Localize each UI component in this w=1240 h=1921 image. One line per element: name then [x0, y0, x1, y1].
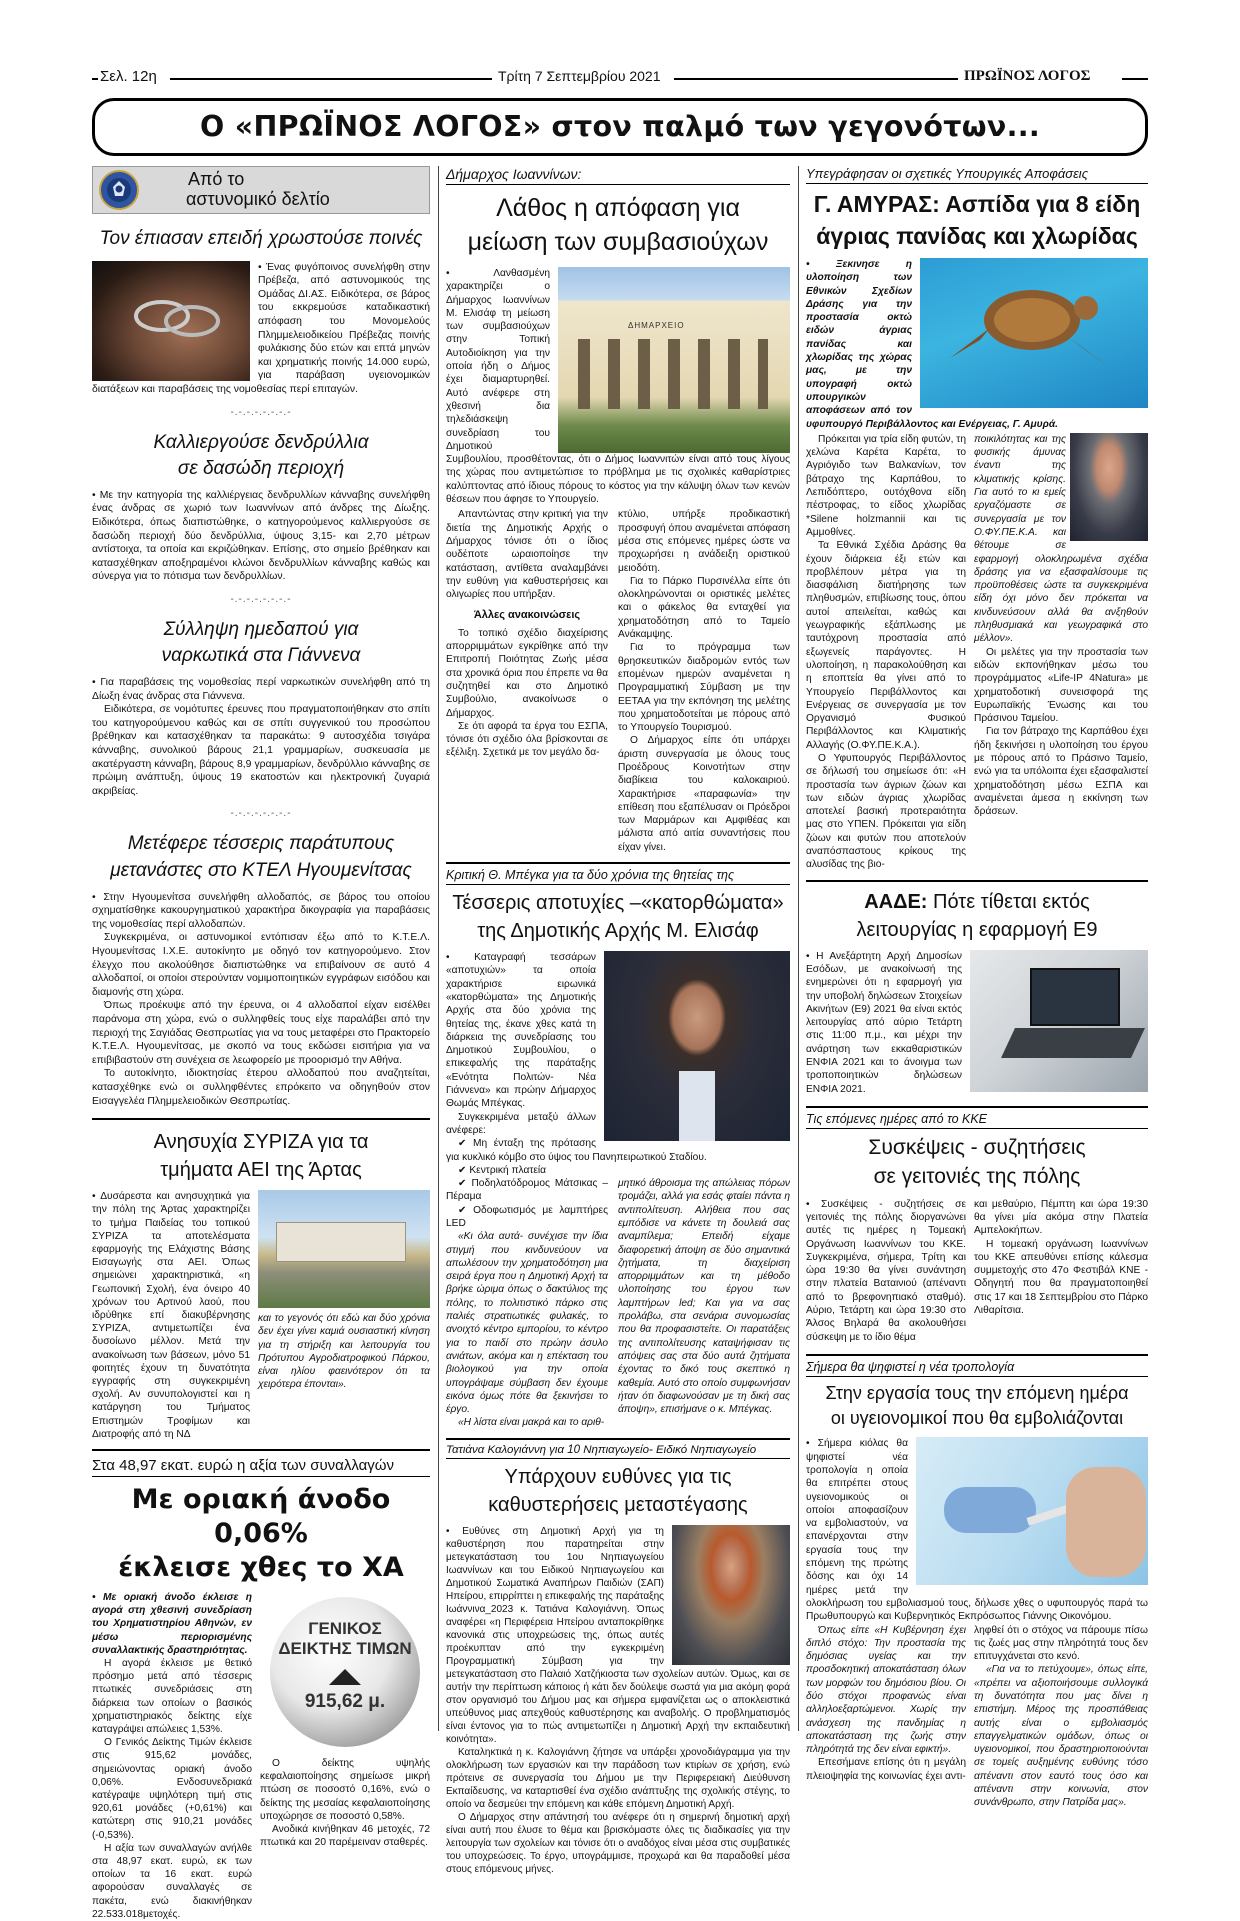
header-rule-left: [92, 78, 98, 80]
laptop-keyboard: [1001, 1028, 1145, 1058]
article-title: τμήματα ΑΕΙ της Άρτας: [160, 1159, 362, 1182]
paragraph: ληφθεί ότι ο στόχος να πάρουμε πίσω τις ζωές μας στην πληρότητά τους δεν επιτυγχάνεται στο κενό.: [974, 1624, 1148, 1663]
article-text: [806, 1624, 966, 1810]
paragraph: κτύλιο, υπήρξε προδικαστική προσφυγή όπου αναμένεται απόφαση μέσα στις επόμενες ημέρες ώστε να προχωρήσει η ανάδειξη οριστικού μειοδότη.: [618, 509, 790, 574]
building-shape: [276, 1222, 406, 1262]
laptop-screen: [1030, 968, 1120, 1026]
page-banner: Ο «ΠΡΩΪΝΟΣ ΛΟΓΟΣ» στον παλμό των γεγονότων...: [92, 98, 1148, 156]
index-badge: [270, 1597, 420, 1747]
article-text: [974, 1198, 1148, 1344]
page-number: Σελ. 12η: [100, 68, 157, 85]
article-title: Τέσσερις αποτυχίες –«κατορθώματα»: [452, 892, 784, 915]
city-hall-sign: ΔΗΜΑΡΧΕΙΟ: [628, 321, 685, 330]
arm-shape: [1066, 1467, 1146, 1577]
laptop-photo: [970, 950, 1148, 1092]
aade-brand: ΑΑΔΕ:: [864, 890, 928, 913]
article-text: [446, 508, 608, 854]
article-text: [974, 646, 1148, 819]
article-text: και το γεγονός ότι εδώ και δύο χρόνια δεν έχει γίνει καμιά ουσιαστική κίνηση για τη στήριξη και λειτουργία του Πρότυπου Αγροδιατροφικού Πάρκου, είναι ηλίου φαεινότερον ότι τα χειρότερα έπονται».: [258, 1313, 430, 1391]
article-title: μείωση των συμβασιούχων: [467, 228, 769, 256]
paragraph: • Καταγραφή τεσσάρων «αποτυχιών» τα οποία χαρακτήρισε ειρωνικά «κατορθώματα» της Δημοτικής Αρχής στα δύο χρόνια της θητείας της, έκανε χθες κατά τη διάρκεια της συνεδρίασης του Δημοτικού Συμβουλίου, ο επικεφαλής της παράταξης «Ενότητα Πολιτών- Νέα Γιάννενα» και πρώην Δήμαρχος Θωμάς Μπέγκας.: [446, 952, 596, 1110]
column-divider-1: [438, 166, 439, 1731]
market-headline-2: έκλεισε χθες το ΧΑ: [118, 1551, 404, 1583]
article-text: • Συσκέψεις - συζητήσεις σε γειτονιές της πόλης διοργανώνει αυτές τις ημέρες η Τομεακή Οργάνωση Ιωαννίνων του ΚΚΕ. Συγκεκριμένα, σήμερα, Τρίτη και ώρα 19:30 θα γίνει συνάντηση στην πλατεία Βαταινιού (απέναντι από το βρεφονηπιακό σταθμό). Αύριο, Τετάρτη και ώρα 19:30 στο Άλσος Βηλαρά θα ακολουθήσει σύσκεψη με το ίδιο θέμα: [806, 1198, 966, 1343]
paragraph: Το αυτοκίνητο, ιδιοκτησίας έτερου αλλοδαπού που αναζητείται, κατασχέθηκε ενώ οι συλληφθέντες επρόκειτο να οδηγηθούν στον Εισαγγελέα Πλημμελειοδικών Θεσπρωτίας.: [92, 1068, 430, 1107]
kke-kicker: Τις επόμενες ημέρες από το ΚΚΕ: [806, 1112, 1148, 1129]
article-text: • Ένας φυγόποινος συνελήφθη στην Πρέβεζα, από αστυνομικούς της Ομάδας ΔΙ.ΑΣ. Ειδικότερα, σε βάρος του εκκρεμούσε καταδικαστική απόφαση του Μονομελούς Πλημμελειοδικείου Πρέβεζας ποινής φυλάκισης δύο ετών και επτά μηνών και χρηματικής ποινής 14.000 ευρώ, για παράβαση υγειονομικών διατάξεων και παραβάσεις της νομοθεσίας περί επιταγών.: [92, 261, 430, 395]
police-box-line2: αστυνομικό δελτίο: [186, 189, 330, 209]
mpegka-kicker: Κριτική Θ. Μπέγκα για τα δύο χρόνια της θητείας της: [446, 868, 790, 885]
column-right: [806, 166, 1148, 1809]
paragraph: Σε ότι αφορά τα έργα του ΕΣΠΑ, τόνισε ότι σχέδιο όλα βρίσκονται σε εξέλιξη. Σχετικά με τον μεγάλο δα-: [446, 720, 608, 759]
paragraph: Για τον βάτραχο της Καρπάθου έχει ήδη ξεκινήσει η υλοποίηση του έργου με πόρους από το Πράσινο Ταμείο, ενώ για τα υπόλοιπα έχει εξασφαλιστεί χρηματοδότηση μέσω ΕΣΠΑ και αναμένεται άμεσα η εκκίνηση των δράσεων.: [974, 726, 1148, 818]
paragraph: • Ευθύνες στη Δημοτική Αρχή για τη καθυστέρηση που παρατηρείται στην μετεγκατάσταση του 1ου Νηπιαγωγείου Ιωαννίνων και του Ειδικού Νηπιαγωγείου και Δημοτικού Σωματικά Αναπήρων Παιδιών (ΣΑΠ) Ηπείρου, επιρρίπτει η επικεφαλής της παράταξης Ιωάννινα_2023 κ. Τατιάνα Καλογιάννη. Όπως αναφέρει «η Περιφέρεια Ηπείρου ανταποκρίθηκε κανονικά στις υποχρεώσεις της, όπως αυτές προέκυπταν από την εγκεκριμένη Προγραμματική Σύμβαση για την μετεγκατάσταση στο Παλαιό Χατζήκιοστα των σχολείων αυτών. Όμως, και σε αυτήν την περίπτωση κάποιος ή κάτι δεν δούλεψε σωστά για μια ακόμη φορά στον οργανισμό του Δήμου μας και σήμερα εμφανίζεται ως ο αποκλειστικά υπεύθυνος μιας απεχθούς καθυστέρησης και αναβολής. Ο προβληματισμός είναι έντονος για το πώς αντιμετωπίζει η Δημοτική Αρχή την εκπαιδευτική κοινότητα».: [446, 1525, 790, 1745]
vaccine-kicker: Σήμερα θα ψηφιστεί η νέα τροπολογία: [806, 1360, 1148, 1377]
index-value: 915,62 μ.: [304, 1690, 386, 1712]
paragraph: Καταληκτικά η κ. Καλογιάννη ζήτησε να υπάρξει χρονοδιάγραμμα για την ολοκλήρωση των εργασιών και την παράδοση των κτιρίων σε χρήση, ενώ πρότεινε σε συνεργασία του Δήμου με την Περιφερειακή Διεύθυνση Εκπαίδευσης, να καταρτισθεί ένα σχέδιο ανάπτυξης της σχολικής στέγης, το οποίο να δεσμεύει την επόμενη και κάθε επόμενη Δημοτική Αρχή.: [446, 1746, 790, 1810]
elisaf-kicker: Δήμαρχος Ιωαννίνων:: [446, 166, 790, 185]
article-title: Γ. ΑΜΥΡΑΣ: Ασπίδα για 8 είδη: [813, 191, 1141, 217]
separator: -.-.-.-.-.-.-.-: [230, 808, 292, 820]
article-title: άγριας πανίδας και χλωρίδας: [816, 223, 1138, 249]
section-rule: [446, 862, 790, 864]
separator: -.-.-.-.-.-.-.-: [230, 593, 292, 605]
index-label: ΓΕΝΙΚΟΣ: [308, 1618, 382, 1638]
paragraph: Ειδικότερα, σε νομότυπες έρευνες που πραγματοποιήθηκαν στο σπίτι του κατηγορούμενου καθώς και σε σπίτι συγγενικού του προσώπου βρέθηκαν και κατασχέθηκαν τα παρακάτω: 9 αυτοσχέδια τσιγάρα κάνναβης, συνολικού βάρους 21,1 γραμμαρίων, συσκευασία με ακατέργαστη κάνναβη, βάρους 8,9 γραμμαρίων, δενδρύλλιο κάνναβης σε πρώιμη ανάπτυξη, ύψους 19 εκατοστών και ηλεκτρονική ζυγαριά ακριβείας.: [92, 704, 430, 797]
aade-title: [806, 888, 1148, 916]
paragraph: Ο Δήμαρχος στην απάντησή του ανέφερε ότι η σημερινή δημοτική αρχή είναι αυτή που έλυσε το θέμα και βρισκόμαστε όλες τις διαδικασίες για την λειτουργία των σχολείων και τόνισε ότι ο αναδόχος είναι μέσα στις συμβατικές του υποχρεώσεις. Το έργο, υπογράμμισε, προχωρά και θα παραδοθεί μέσα στους επόμενους μήνες.: [446, 1811, 790, 1875]
paragraph: • Σήμερα κιόλας θα ψηφιστεί νέα τροπολογία η οποία θα επιτρέπει στους υγειονομικούς οι οποίοι αποφασίζουν να εμβολιαστούν, να επανέρχονται στην εργασία τους την επόμενη της πρώτης δόσης και όχι 14 ημέρες μετά την ολοκλήρωση του εμβολιασμού τους, δήλωσε χθες ο υφυπουργός παρά τω Πρωθυπουργώ και Κυβερνητικός Εκπρόσωπος Γιάννης Οικονόμου.: [806, 1438, 1148, 1623]
header-rule-right: [1122, 78, 1148, 80]
article-text: • Με την κατηγορία της καλλιέργειας δενδρυλλίων κάνναβης συνελήφθη ένας άνδρας σε χωριό των Ιωαννίνων από άνδρες της Δίωξης. Ειδικότερα, όπως διαπιστώθηκε, ο κατηγορούμενος καλλιεργούσε σε δασώδη περιοχή δύο δενδρύλλια, ύψους 3,15- και 2,70 μέτρων αντίστοιχα, τα οποία και εκριζώθηκαν. Επίσης, στο σημείο βρέθηκαν και κατασχέθηκαν αποξηραμένοι κλώνοι δενδρυλλίων κάνναβης καθώς και σύνεργα για το πότισμα των δενδρυλλίων.: [92, 489, 430, 583]
subheading: Άλλες ανακοινώσεις: [473, 609, 581, 622]
article-text: [92, 1591, 252, 1921]
list-item: ✔ Κεντρική πλατεία: [458, 1164, 547, 1176]
article-text: • Η Ανεξάρτητη Αρχή Δημοσίων Εσόδων, με ανακοίνωσή της ενημερώνει ότι η εφαρμογή για την υποβολή δηλώσεων Στοιχείων Ακινήτων (Ε9) 2021 θα είναι εκτός λειτουργίας από αύριο Τετάρτη στις 11:00 π.μ., και μέχρι την ανάρτηση των εκκαθαριστικών ΕΝΦΙΑ 2021 και το άνοιγμα των τροποποιητικών δηλώσεων ΕΝΦΙΑ 2021.: [806, 950, 962, 1095]
paragraph: Συγκεκριμένα μεταξύ άλλων ανέφερε:: [446, 1111, 596, 1136]
paragraph: Ο Δήμαρχος είπε ότι υπάρχει άριστη συνεργασία με όλους τους Προέδρους Κοινοτήτων στην διαβίκεια του καλοκαιριού. Χαρακτήρισε «παραφωνία» την επίθεση που εξαπέλυσαν οι Πρόεδροι των Μαρμάρων και Αμφιθέας και μάλιστα από αιτία συναντήσεις που είχαν γίνει.: [618, 735, 790, 853]
header-rule-mid-left: [170, 78, 492, 80]
list-item: ✔ Οδοφωτισμός με λαμπτήρες LED: [446, 1204, 608, 1229]
article-title: Υπάρχουν ευθύνες για τις: [504, 1465, 732, 1488]
article-text: ποικιλότητας και της φυσικής άμυνας έναντι της κλιματικής κρίσης. Για αυτό το κι εμείς εργαζόμαστε σε συνεργασία με τον Ο.ΦΥ.ΠΕ.Κ.Α. και θέτουμε σε εφαρμογή ολοκληρωμένα σχέδια δράσης για να εξασφαλίσουμε τις προϋποθέσεις ώστε τα συγκεκριμένα είδη όχι μόνο δεν πρόκειται να κινδυνεύσουν αλλά θα ανξηθούν πληθυσμιακά και γεωγραφικά στο μέλλον».: [974, 433, 1148, 645]
article-title: Στην εργασία τους την επόμενη ημέρα: [825, 1382, 1129, 1403]
issue-date: Τρίτη 7 Σεπτεμβρίου 2021: [498, 68, 661, 84]
list-item: ✔ Ποδηλατόδρομος Μάτσικας – Πέραμα: [446, 1178, 608, 1203]
article-title: Συσκέψεις - συζητήσεις: [868, 1135, 1086, 1159]
section-rule: [806, 1354, 1148, 1356]
vaccination-photo: [916, 1437, 1148, 1585]
arched-windows: [578, 339, 768, 409]
paragraph: Συγκεκριμένα, οι αστυνομικοί εντόπισαν έξω από το Κ.Τ.Ε.Λ. Ηγουμενίτσας Ι.Χ.Ε. αυτοκίνητο με οδηγό τον κατηγορούμενο. Στον έλεγχο που ακολούθησε διαπιστώθηκε να επιβαίνουν σε αυτό 4 αλλοδαποί, οι οποίοι στερούνταν νομιμοποιητικών εγγράφων εισόδου και διαμονής στη χώρα.: [92, 932, 430, 998]
column-divider-2: [798, 166, 799, 1731]
paragraph: Ανοδικά κινήθηκαν 46 μετοχές, 72 πτωτικά και 20 παρέμειναν σταθερές.: [260, 1823, 430, 1849]
article-title: καθυστερήσεις μεταστέγασης: [488, 1493, 748, 1516]
paragraph: Οι μελέτες για την προστασία των ειδών εκπονήθηκαν μέσω του προγράμματος «Life-IP 4Natura» με χρηματοδοτική συνεισφορά της Ευρωπαϊκής Ένωσης και του Πράσινου Ταμείου.: [974, 646, 1148, 725]
market-headline-1: Με οριακή άνοδο 0,06%: [131, 1483, 391, 1549]
amyras-portrait: [1070, 433, 1148, 541]
paragraph: Ο Γενικός Δείκτης Τιμών έκλεισε στις 915,62 μονάδες, σημειώνοντας οριακή άνοδο 0,06%. Ενδοσυνεδριακά κατέγραψε υψηλότερη τιμή στις 920,61 μονάδες (+0,61%) και κατώτερη στις 910,21 μονάδες (-0,53%).: [92, 1737, 252, 1841]
aade-title-text: Πότε τίθεται εκτός: [927, 890, 1090, 913]
paragraph: Επεσήμανε επίσης ότι η μεγάλη πλειοψηφία της κοινωνίας έχει αντι-: [806, 1757, 966, 1782]
article-title: Λάθος η απόφαση για: [496, 194, 740, 222]
paragraph: Τα Εθνικά Σχέδια Δράσης θα έχουν διάρκεια έξι ετών και προβλέπουν μέτρα για τη διασφάλιση διατήρησης των πληθυσμών, επιβίωσης τους, όπου αυτοί απειλείται, καθώς και γεωγραφικής εξάπλωσης με ταυτόχρονη προστασία από εξωγενείς παράγοντες. Η υλοποίηση, η παρακολούθηση και η εποπτεία θα γίνει από το Υπουργείο Περιβάλλοντος και Ενέργειας σε συνεργασία με τον Οργανισμό Φυσικού Περιβάλλοντος και Κλιματικής Αλλαγής (Ο.ΦΥ.ΠΕ.Κ.Α.).: [806, 540, 966, 751]
lead: • Με οριακή άνοδο έκλεισε η αγορά στη χθεσινή συνεδρίαση του Χρηματιστηρίου Αθηνών, εν μέσω περιορισμένης συναλλακτικής δραστηριότητας.: [92, 1591, 252, 1656]
article-title: της Δημοτικής Αρχής Μ. Ελισάφ: [477, 920, 759, 943]
article-text: [260, 1757, 430, 1849]
paragraph: • Για παραβάσεις της νομοθεσίας περί ναρκωτικών συνελήφθη από τη Δίωξη ένας άνδρας στα Γιάννενα.: [92, 677, 430, 702]
header-rule-mid-right: [674, 78, 958, 80]
article-title: Ανησυχία ΣΥΡΙΖΑ για τα: [153, 1131, 369, 1154]
article-title: σε γειτονιές της πόλης: [873, 1165, 1081, 1189]
paragraph: • Στην Ηγουμενίτσα συνελήφθη αλλοδαπός, σε βάρος του οποίου σχηματίσθηκε κακουργηματικού χαρακτήρα δικογραφία για παραβάσεις της νομοθεσίας περί αλλοδαπών.: [92, 891, 430, 930]
amyras-kicker: Υπεγράφησαν οι σχετικές Υπουργικές Αποφάσεις: [806, 166, 1148, 184]
article-text: μητικό άθροισμα της απώλειας πόρων τρομάζει, αλλά για εσάς φταίει πάντα η αντιπολίτευση. Αλήθεια που σας εμπόδισε να κάνετε τη δουλειά σας αναμπίλεμα; Επειδή είχαμε διαφορετική άποψη σε δύο σημαντικά ζητήματα, τη διαχείριση απορριμμάτων και τη μέθοδο υλοποίησης του έργου των λαμπτήρων led; Και για να σας προλάβω, στα σενάρια συνομωσίας που θα προφασιστείτε. Οι παρατάξεις της αντιπολίτευσης καταψήφισαν τις απόψεις σας στα δύο αυτά ζητήματα έχοντας το δικό τους σκεπτικό η καθεμία. Αυτό στο οποίο συμφωνήσαν ήταν ότι διαφωνούσαν με τη δική σας άποψη», επισήμανε ο κ. Μπέγκας.: [618, 1178, 790, 1416]
section-rule: [806, 1106, 1148, 1108]
paragraph: Η αξία των συναλλαγών ανήλθε στα 48,97 εκατ. ευρώ, εκ των οποίων τα 16 εκατ. ευρώ αφορούσαν συναλλαγές σε πακέτα, ενώ διακινήθηκαν 22.533.018μετοχές.: [92, 1842, 252, 1920]
column-left: [92, 166, 430, 1920]
section-rule: [806, 880, 1148, 882]
article-title: μετανάστες στο ΚΤΕΛ Ηγουμενίτσας: [110, 860, 412, 881]
paragraph: Η τομεακή οργάνωση Ιωαννίνων του ΚΚΕ απευθύνει επίσης κάλεσμα συμμετοχής στο 47ο Φεστιβάλ ΚΝΕ - Οδηγητή που θα πραγματοποιηθεί στις 17 και 18 Σεπτεμβρίου στο Πάρκο Λιθαρίτσια.: [974, 1238, 1148, 1317]
quote: Όπως είπε «Η Κυβέρνηση έχει διπλό στόχο: Την προστασία της δημόσιας υγείας και την προσδοκητική αποκατάσταση όλων των μορφών του δημόσιου βίου. Οι δύο στόχοι προφανώς είναι αλληλοεξαρτώμενοι. Χωρίς την ανάσχεση της πανδημίας η αποκατάσταση της ζωής στην πληρότητά της δεν είναι εφικτή».: [806, 1624, 966, 1756]
kindergarten-kicker: Τατιάνα Καλογιάννη για 10 Νηπιαγωγείο- Ειδικό Νηπιαγωγείο: [446, 1444, 790, 1459]
quote: «Κι όλα αυτά- συνέχισε την ίδια στιγμή που κινδυνεύουν να απωλέσουν την χρηματοδότηση μια σειρά έργα που η Δημοτική Αρχή τα βρήκε ώριμα όπως ο δακτύλιος της πόλης, το πολιτιστικό πάρκο στις παλιές στρατιωτικές φυλακές, το ανοιχτό κέντρο εμπορίου, το κέντρο για το παιδί στο πρώην άσυλο ανιάτων, ακόμα και η επέκταση του βιολογικού για την οποία υπογράψαμε σύμβαση δεν έχουμε εικόνα όμως πότε θα ξεκινήσει το έργο.: [446, 1231, 608, 1416]
paper-name: ΠΡΩΪΝΟΣ ΛΟΓΟΣ: [964, 68, 1091, 84]
index-label: ΔΕΙΚΤΗΣ ΤΙΜΩΝ: [278, 1638, 412, 1658]
article-title: οι υγειονομικοί που θα εμβολιάζονται: [830, 1408, 1124, 1429]
paragraph: Για το Πάρκο Πυρσινέλλα είπε ότι ολοκληρώνονται οι οριστικές μελέτες και ο φάκελος θα ενταχθεί για χρηματοδότηση από το Ταμείο Ανάκαμψης.: [618, 575, 790, 641]
article-title: Τον έπιασαν επειδή χρωστούσε ποινές: [99, 228, 423, 249]
sea-turtle-photo: [920, 258, 1148, 408]
article-text: [92, 891, 430, 1109]
article-text: [974, 1624, 1148, 1810]
handcuffs-photo: [92, 261, 250, 381]
article-title: λειτουργίας η εφαρμογή Ε9: [856, 918, 1098, 941]
article-title: Καλλιεργούσε δενδρύλλια: [153, 431, 369, 453]
separator: -.-.-.-.-.-.-.-: [230, 406, 292, 418]
paragraph: • Δυσάρεστα και ανησυχητικά για την πόλη της Άρτας χαρακτηρίζει το τμήμα Παιδείας του τοπικού ΣΥΡΙΖΑ τα αποτελέσματα εφαρμογής της Ελάχιστης Βάσης Εισαγωγής στα ΑΕΙ. Όπως σημειώνει χαρακτηριστικά, «η Γεωπονική Σχολή, ένα όνειρο 40 χρόνων του Αρτινού λαού, που ιδρύθηκε επί διακυβέρνησης ΣΥΡΙΖΑ, αντιμετωπίζει ένα δυσοίωνο μέλλον. Μετά την ανακοίνωση των βάσεων, μόνο 51 φοιτητές έχουν τη δυνατότητα εγγραφής στη συγκεκριμένη σχολή. Αν συνυπολογιστεί και η κατάργηση του Τμήματος Επιστημών Τροφίμων και Διατροφής από τη ΝΔ: [92, 1191, 250, 1440]
paragraph: και μεθαύριο, Πέμπτη και ώρα 19:30 θα γίνει μία ακόμα στην Πλατεία Αμπελοκήπων.: [974, 1198, 1148, 1237]
list-item: ✔ Μη ένταξη της πρότασης για κυκλικό κόμβο στο ύψος του Πανηπειρωτικού Σταδίου.: [446, 1138, 707, 1163]
article-text: [446, 1177, 608, 1430]
paragraph: Το τοπικό σχέδιο διαχείρισης απορριμμάτων εγκρίθηκε από την Επιτροπή Ποιότητας Ζωής μέσα στα χρονικά όρια που έπρεπε να θα συζητηθεί και στο Δημοτικό Συμβούλιο, ανακοίνωσε ο Δήμαρχος.: [446, 627, 608, 719]
article-title: Μετέφερε τέσσερις παράτυπους: [127, 833, 395, 855]
police-section-box: [92, 166, 430, 214]
turtle-icon: [920, 258, 1148, 408]
quote: «Για να το πετύχουμε», όπως είπε, «πρέπει να αξιοποιήσουμε συλλογικά τη δυνατότητα που μας δίνει η επιστήμη. Μέρος της προσπάθειας αυτής είναι ο εμβολιασμός επαγγελματικών ομάδων, όπως οι υγειονομικοί, που δραστηριοποιούνται σε τομείς αυξημένης ευθύνης τόσο απέναντι στον εαυτό τους όσο και απέναντι στην κοινωνία, στον συνάνθρωπο, στην Πατρίδα μας».: [974, 1664, 1148, 1809]
shirt-shape: [679, 1071, 715, 1141]
article-text: [92, 676, 430, 798]
article-text: [92, 1190, 250, 1441]
paragraph: Πρόκειται για τρία είδη φυτών, τη χελώνα Καρέτα Καρέτα, το Αγριόγιδο των Βαλκανίων, τον βάτραχο της Καρπάθου, το Λεπιδόπτερο, ουτόχθονα είδη πέστροφας, το είδος χλωρίδας *Silene holzmannii και τις Αμμοθίνες.: [806, 433, 966, 538]
paragraph: Η αγορά έκλεισε με θετικό πρόσημο μετά από τέσσερις πτωτικές συνεδριάσεις στη διάρκεια των οποίων ο βασικός χρηματιστηριακός δείκτης είχε καταγράψει απώλειες 1,53%.: [92, 1657, 252, 1735]
up-triangle-icon: [329, 1669, 361, 1685]
paragraph: Ο Υφυπουργός Περιβάλλοντος σε δήλωσή του σημείωσε ότι: «Η προστασία των άγριων ζώων και των ειδών άγριας χλωρίδας αποτελεί βασική προτεραιότητα μας στο ΥΠΕΝ. Πρόκειται για είδη ζώων και φυτών που αποτελούν αναπόσπαστους κρίκους της αλυσίδας της βιο-: [806, 752, 966, 871]
article-text: [618, 508, 790, 854]
market-kicker: Στα 48,97 εκατ. ευρώ η αξία των συναλλαγών: [92, 1457, 430, 1477]
paragraph: Ο δείκτης υψηλής κεφαλαιοποίησης σημείωσε μικρή πτώση σε ποσοστό 0,16%, ενώ ο δείκτης της μεσαίας κεφαλαιοποίησης υποχώρησε σε ποσοστό 0,58%.: [260, 1757, 430, 1822]
paragraph: Για το πρόγραμμα των θρησκευτικών διαδρομών εντός των επομένων ημερών αναμένεται η Προγραμματική Σύμβαση με την ΕΕΤΑΑ για την εκπόνηση της μελέτης που χρηματοδοτείται με πόρους από το Υπουργείο Τουρισμού.: [618, 642, 790, 734]
paragraph: Απαντώντας στην κριτική για την διετία της Δημοτικής Αρχής ο Δήμαρχος τόνισε ότι ο ίδιος ουδέποτε ωραιοποίησε την κατάσταση, αντίθετα αναλαμβάνει την ευθύνη για καθυστερήσεις και ολιγωρίες που υπήρξαν.: [446, 509, 608, 601]
article-title: Σύλληψη ημεδαπού για: [163, 618, 359, 640]
quote: «Η λίστα είναι μακρά και το αριθ-: [458, 1417, 605, 1429]
university-photo: [258, 1190, 430, 1308]
section-rule: [92, 1449, 430, 1451]
city-hall-photo: [558, 267, 790, 453]
handcuffs-icon: [92, 261, 250, 381]
police-badge-icon: [99, 170, 139, 210]
paragraph: Όπως προέκυψε από την έρευνα, οι 4 αλλοδαποί είχαν εισέλθει παράνομα στη χώρα, ενώ ο συλληφθείς τους είχε παραλάβει από την περιοχή της Σαγιάδας Θεσπρωτίας για να τους μεταφέρει στο Πρακτορείο Κ.Τ.Ε.Λ. Ηγουμενίτσας, με σκοπό να τους εκδώσει εισιτήρια για να επιβιβαστούν στη συνέχεια σε λεωφορείο με προορισμό την Αθήνα.: [92, 1000, 430, 1066]
lead: • Ξεκινησε η υλοποίηση των Εθνικών Σχεδίων Δράσης για την προστασία οκτώ ειδών άγριας πανίδας και χλωρίδας της χώρας μας, με την υπογραφή οκτώ υπουργικών αποφάσεων από τον υφυπουργό Περιβάλλοντος και Ενέργειας, Γ. Αμυρά.: [806, 259, 1058, 430]
paragraph: • Λανθασμένη χαρακτηρίζει ο Δήμαρχος Ιωαννίνων Μ. Ελισάφ τη μείωση των συμβασιούχων στην Τοπική Αυτοδιοίκηση για την οποία ήδη ο Δήμος έχει διαμαρτυρηθεί. Αυτό ανέφερε στη χθεσινή δια τηλεδιάσκεψη συνεδρίαση του Δημοτικού Συμβουλίου, προσθέτοντας, ότι ο Δήμος Ιωαννιτών είναι από τους λίγους της χώρας που αντιμετώπισε το πρόβλημα με τις σχολικές καθαρίστριες καλύπτοντας από ίδιους πόρους το κόστος για την κάλυψη όλων των κενών θέσεων που άφησε το Υπουργείο.: [446, 268, 790, 506]
kalogianni-photo: [672, 1525, 790, 1665]
article-title: σε δασώδη περιοχή: [177, 458, 345, 480]
column-middle: [446, 166, 790, 1875]
article-title: ναρκωτικά στα Γιάννενα: [161, 645, 361, 667]
article-text: [806, 433, 966, 872]
section-rule: [92, 1118, 430, 1120]
section-rule: [446, 1438, 790, 1440]
glove-shape: [944, 1487, 1036, 1533]
portrait-photo: [604, 951, 790, 1141]
police-box-line1: Από το: [188, 169, 245, 189]
